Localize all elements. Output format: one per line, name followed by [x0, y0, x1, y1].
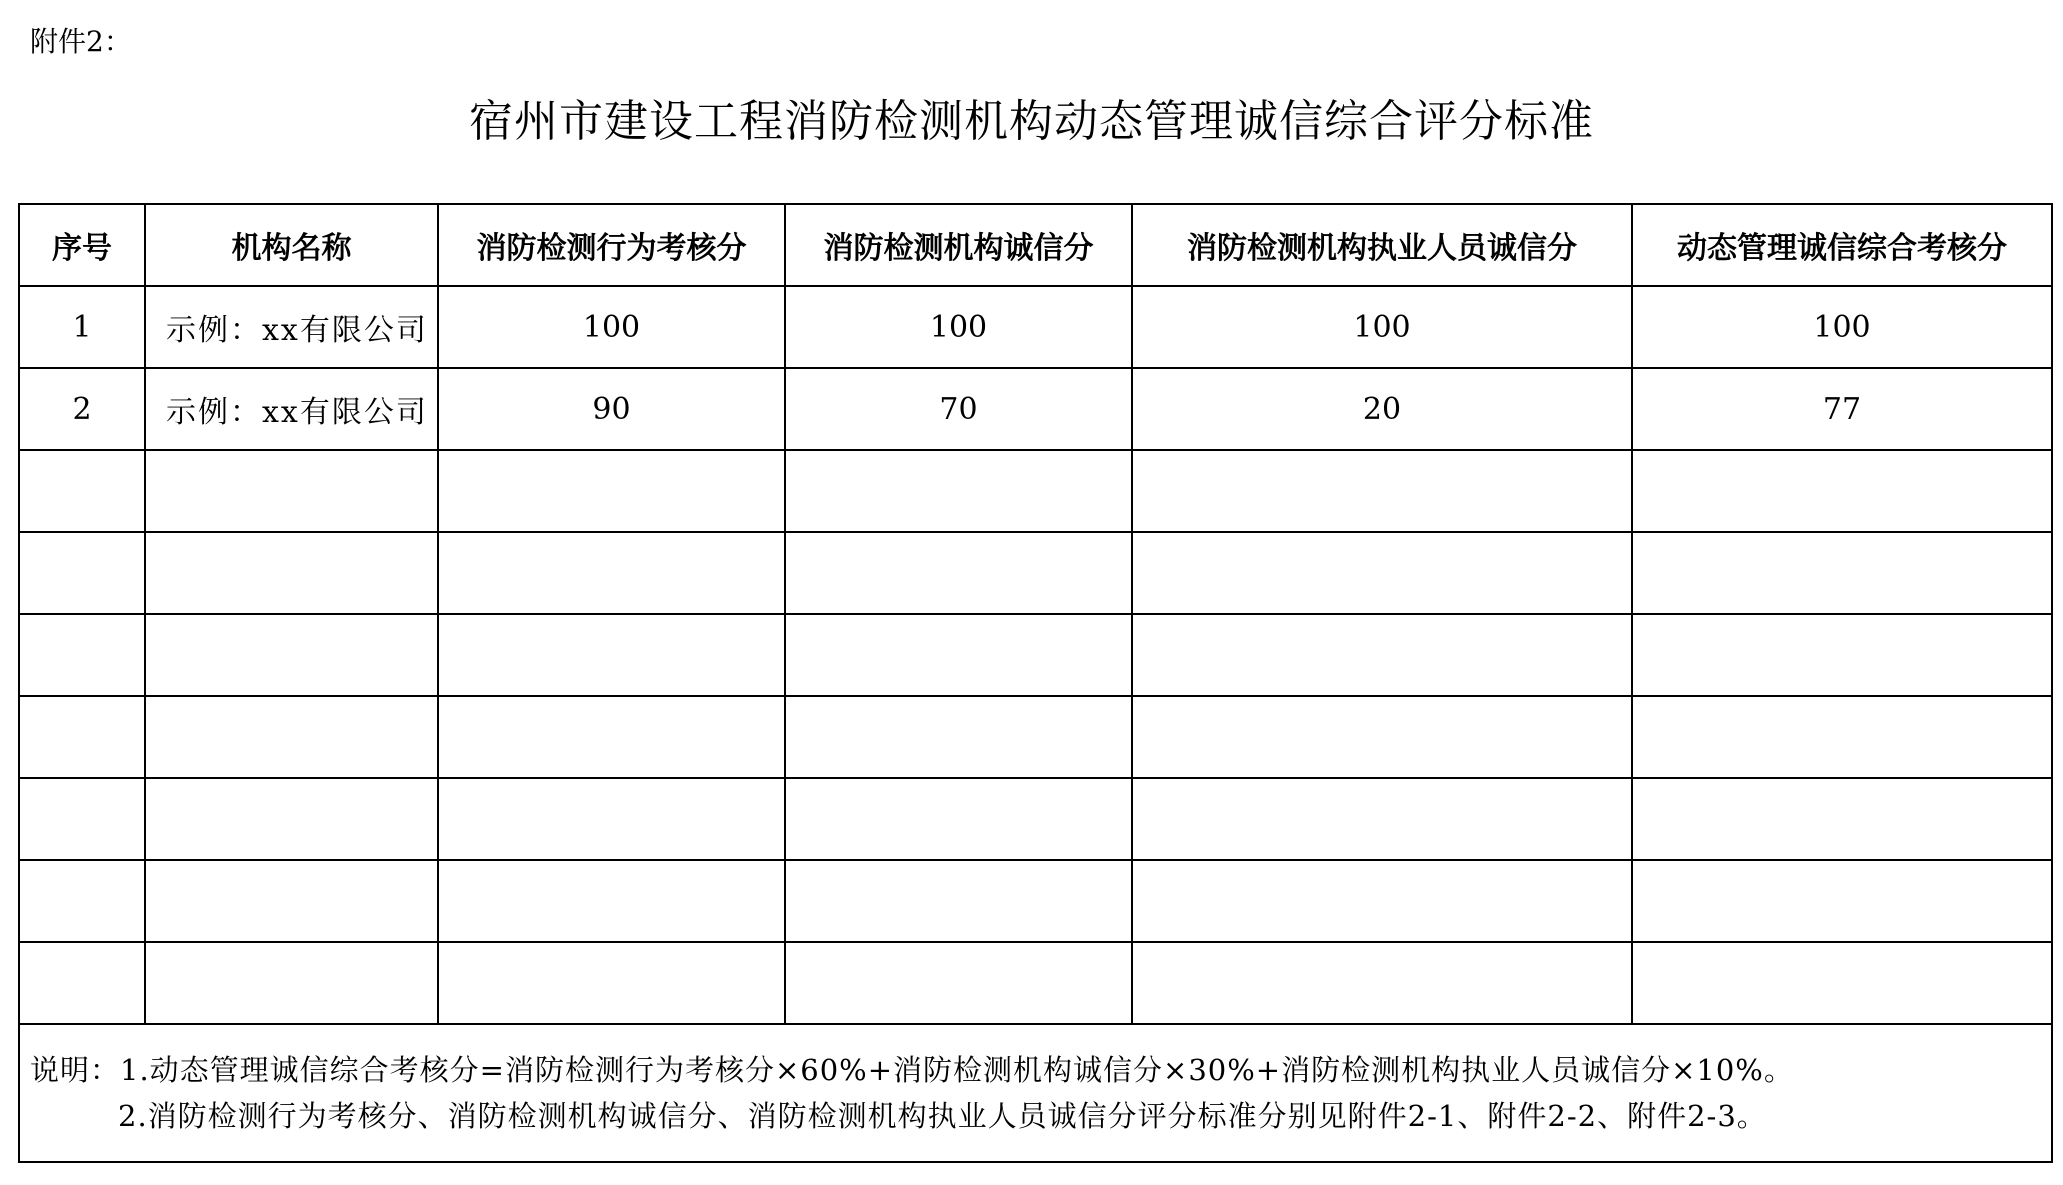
cell-composite-score [1632, 614, 2052, 696]
cell-org-name: 示例：xx有限公司 [145, 368, 438, 450]
cell-staff-integrity-score [1132, 532, 1632, 614]
cell-org-name [145, 860, 438, 942]
note-line-2: 2.消防检测行为考核分、消防检测机构诚信分、消防检测机构执业人员诚信分评分标准分别见附件2-1、附件2-2、附件2-3。 [118, 1099, 1767, 1133]
document-title: 宿州市建设工程消防检测机构动态管理诚信综合评分标准 [469, 96, 1594, 147]
cell-index [19, 696, 145, 778]
note-line-1: 说明：1.动态管理诚信综合考核分=消防检测行为考核分×60%+消防检测机构诚信分×30%+消防检测机构执业人员诚信分×10%。 [30, 1053, 1794, 1087]
table-row [19, 450, 2052, 532]
table-row [19, 860, 2052, 942]
cell-staff-integrity-score: 100 [1132, 286, 1632, 368]
cell-behavior-score [438, 532, 785, 614]
cell-org-name [145, 778, 438, 860]
cell-staff-integrity-score [1132, 614, 1632, 696]
table-row [19, 696, 2052, 778]
cell-org-name [145, 614, 438, 696]
cell-composite-score [1632, 532, 2052, 614]
table-row [19, 942, 2052, 1024]
cell-composite-score [1632, 696, 2052, 778]
header-composite-score: 动态管理诚信综合考核分 [1632, 204, 2052, 286]
cell-behavior-score [438, 860, 785, 942]
cell-org-integrity-score: 100 [785, 286, 1132, 368]
cell-behavior-score [438, 614, 785, 696]
cell-index [19, 614, 145, 696]
table-row [19, 368, 2052, 450]
cell-behavior-score [438, 450, 785, 532]
cell-behavior-score: 100 [438, 286, 785, 368]
cell-composite-score [1632, 860, 2052, 942]
cell-org-name [145, 450, 438, 532]
cell-composite-score [1632, 942, 2052, 1024]
cell-staff-integrity-score [1132, 860, 1632, 942]
header-org-name: 机构名称 [145, 204, 438, 286]
cell-org-integrity-score: 70 [785, 368, 1132, 450]
table-header-row [19, 204, 2052, 286]
cell-org-integrity-score [785, 614, 1132, 696]
cell-staff-integrity-score [1132, 450, 1632, 532]
cell-org-name [145, 532, 438, 614]
notes-row [19, 1024, 2052, 1162]
cell-composite-score: 100 [1632, 286, 2052, 368]
cell-org-name [145, 696, 438, 778]
cell-org-integrity-score [785, 532, 1132, 614]
cell-behavior-score [438, 696, 785, 778]
cell-org-name: 示例：xx有限公司 [145, 286, 438, 368]
cell-org-integrity-score [785, 696, 1132, 778]
cell-index: 2 [19, 368, 145, 450]
table-row [19, 286, 2052, 368]
table-row [19, 614, 2052, 696]
cell-composite-score [1632, 778, 2052, 860]
cell-behavior-score [438, 778, 785, 860]
cell-org-integrity-score [785, 778, 1132, 860]
cell-staff-integrity-score: 20 [1132, 368, 1632, 450]
cell-index [19, 860, 145, 942]
cell-index [19, 532, 145, 614]
cell-org-integrity-score [785, 942, 1132, 1024]
cell-behavior-score [438, 942, 785, 1024]
score-table [18, 203, 2053, 1163]
cell-index: 1 [19, 286, 145, 368]
cell-org-integrity-score [785, 860, 1132, 942]
cell-index [19, 942, 145, 1024]
attachment-label: 附件2： [30, 25, 132, 58]
header-behavior-score: 消防检测行为考核分 [438, 204, 785, 286]
cell-behavior-score: 90 [438, 368, 785, 450]
cell-org-integrity-score [785, 450, 1132, 532]
cell-composite-score [1632, 450, 2052, 532]
header-index: 序号 [19, 204, 145, 286]
cell-composite-score: 77 [1632, 368, 2052, 450]
header-org-integrity-score: 消防检测机构诚信分 [785, 204, 1132, 286]
cell-org-name [145, 942, 438, 1024]
cell-index [19, 778, 145, 860]
cell-staff-integrity-score [1132, 942, 1632, 1024]
cell-index [19, 450, 145, 532]
cell-staff-integrity-score [1132, 778, 1632, 860]
notes-cell [19, 1024, 2052, 1162]
header-staff-integrity-score: 消防检测机构执业人员诚信分 [1132, 204, 1632, 286]
cell-staff-integrity-score [1132, 696, 1632, 778]
table-row [19, 778, 2052, 860]
table-row [19, 532, 2052, 614]
